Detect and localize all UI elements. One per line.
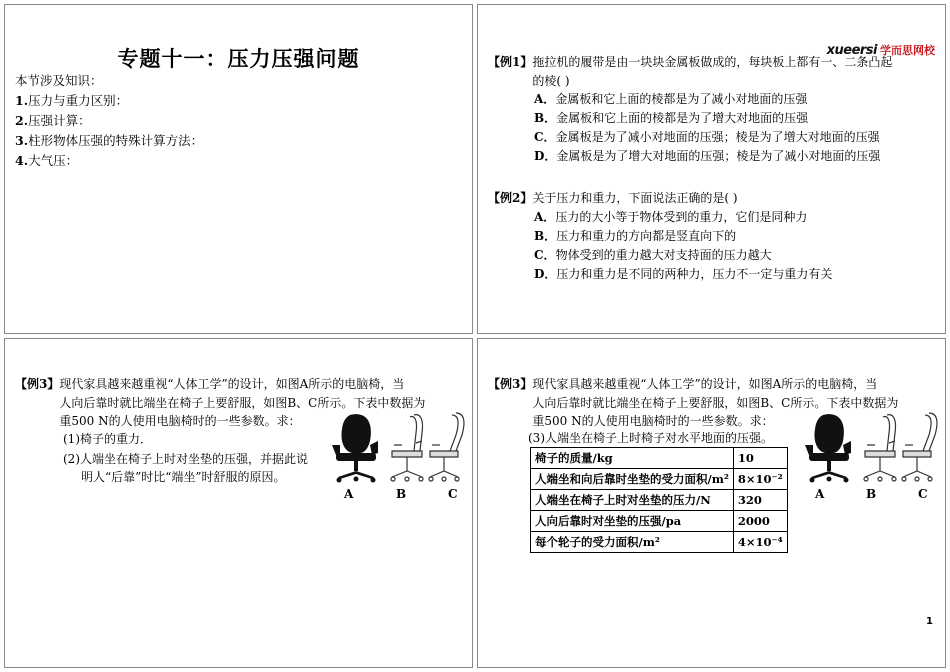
chair-a-image xyxy=(805,414,851,482)
chair-label-c: C xyxy=(448,487,458,501)
table-row: 每个轮子的受力面积/m² 4×10⁻⁴ xyxy=(531,532,788,553)
slide-1 xyxy=(4,4,473,334)
option-d: D．压力和重力是不同的两种力，压力不一定与重力有关 xyxy=(534,266,833,281)
chair-label-a: A xyxy=(815,487,825,501)
example-2 xyxy=(488,189,940,284)
chair-label-b: B xyxy=(866,487,877,501)
chair-illustration xyxy=(803,411,943,487)
chair-c-image xyxy=(902,413,937,481)
option-a: A．压力的大小等于物体受到的重力，它们是同种力 xyxy=(534,209,808,224)
chair-b-image xyxy=(864,415,896,481)
option-b: B．金属板和它上面的棱都是为了增大对地面的压强 xyxy=(534,111,809,125)
parameter-table xyxy=(530,447,788,553)
topic-item: 3.柱形物体压强的特殊计算方法： xyxy=(15,133,204,148)
chair-a-image xyxy=(332,414,378,482)
topic-item: 1.压力与重力区别： xyxy=(15,93,129,108)
brand-logo: xueersi 学而思网校 xyxy=(826,43,935,58)
question-text: 人向后靠时就比端坐在椅子上要舒服，如图B、C所示。下表中数据为 xyxy=(532,395,899,410)
topics-list xyxy=(15,71,203,171)
option-c: C．物体受到的重力越大对支持面的压力越大 xyxy=(534,247,772,262)
slide-3 xyxy=(4,338,473,668)
option-c: C．金属板是为了减小对地面的压强；棱是为了增大对地面的压强 xyxy=(534,130,880,144)
table-row: 人向后靠时对坐垫的压强/pa 2000 xyxy=(531,511,788,532)
chair-c-image xyxy=(429,413,464,481)
option-a: A．金属板和它上面的棱都是为了减小对地面的压强 xyxy=(534,92,808,106)
table-row: 人端坐和向后靠时坐垫的受力面积/m² 8×10⁻² xyxy=(531,469,788,490)
question-text: 拖拉机的履带是由一块块金属板做成的，每块板上都有一、二条凸起 xyxy=(532,55,893,69)
question-text: 现代家具越来越重视“人体工学”的设计，如图A所示的电脑椅，当 xyxy=(532,377,878,391)
question-text: 关于压力和重力，下面说法正确的是( ) xyxy=(532,191,738,205)
question-text: 人向后靠时就比端坐在椅子上要舒服，如图B、C所示。下表中数据为 xyxy=(59,395,426,410)
intro-heading: 本节涉及知识： xyxy=(15,73,103,88)
table-row: 椅子的质量/kg 10 xyxy=(531,448,788,469)
table-row: 人端坐在椅子上时对坐垫的压力/N 320 xyxy=(531,490,788,511)
page-number: 1 xyxy=(926,616,933,627)
topic-item: 4.大气压： xyxy=(15,153,79,168)
question-text: 现代家具越来越重视“人体工学”的设计，如图A所示的电脑椅，当 xyxy=(59,377,405,391)
question-text: 的棱( ) xyxy=(532,73,570,88)
example-1 xyxy=(488,53,940,166)
chair-label-c: C xyxy=(918,487,928,501)
slide-4 xyxy=(477,338,946,668)
topic-item: 2.压强计算： xyxy=(15,113,91,128)
sub-question-1: (1)椅子的重力． xyxy=(63,432,152,446)
chair-illustration xyxy=(330,411,470,487)
option-b: B．压力和重力的方向都是竖直向下的 xyxy=(534,228,737,243)
sub-question-3: (3)人端坐在椅子上时椅子对水平地面的压强。 xyxy=(528,431,773,445)
question-text: 重500 N的人使用电脑椅时的一些参数。求： xyxy=(59,414,301,428)
slide-2 xyxy=(477,4,946,334)
chair-label-a: A xyxy=(344,487,354,501)
slide-title: 专题十一：压力压强问题 xyxy=(117,46,360,71)
sub-question-2: (2)人端坐在椅子上时对坐垫的压强，并据此说 明人“后靠”时比“端坐”时舒服的原因。 xyxy=(63,452,308,484)
example-tag: 【例3】 xyxy=(488,377,533,391)
question-text: 重500 N的人使用电脑椅时的一些参数。求： xyxy=(532,414,774,428)
chair-b-image xyxy=(391,415,423,481)
example-tag: 【例2】 xyxy=(488,191,533,205)
example-tag: 【例3】 xyxy=(15,377,60,391)
example-tag: 【例1】 xyxy=(488,55,533,69)
chair-label-b: B xyxy=(396,487,407,501)
option-d: D．金属板是为了增大对地面的压强；棱是为了减小对地面的压强 xyxy=(534,149,881,163)
